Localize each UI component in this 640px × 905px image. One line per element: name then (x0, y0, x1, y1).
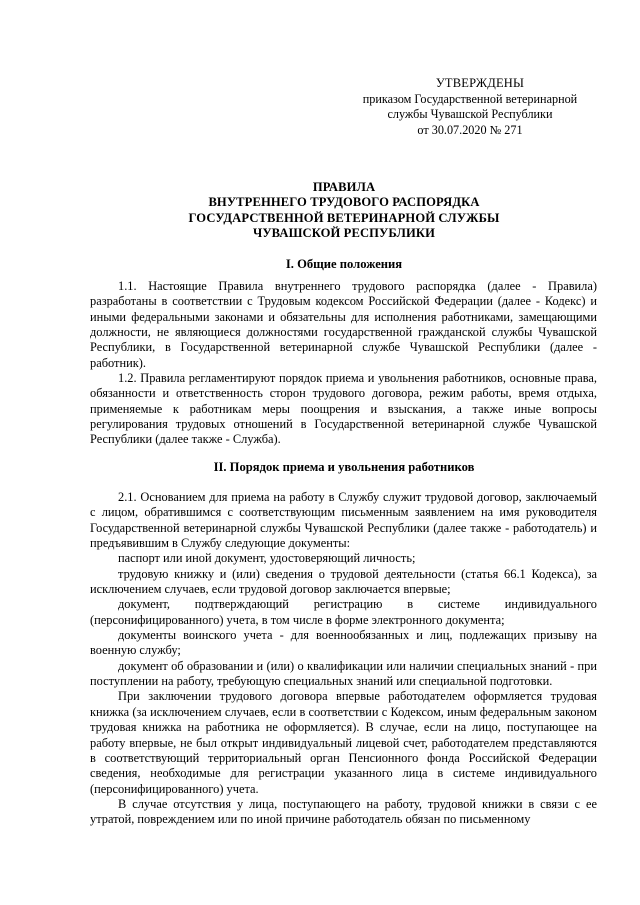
title-line: ЧУВАШСКОЙ РЕСПУБЛИКИ (252, 226, 435, 241)
paragraph: В случае отсутствия у лица, поступающего на работу, трудовой книжки в связи с ее утратой, повреждением или по иной причине работодатель обязан по письменному (90, 796, 597, 827)
section-heading: I. Общие положения (285, 257, 403, 271)
approval-line: службы Чувашской Республики (387, 107, 553, 121)
document-title (70, 180, 618, 242)
title-line: ПРАВИЛА (312, 180, 376, 194)
paragraph: документы воинского учета - для военнообязанных и лиц, подлежащих призыву на военную службу; (90, 628, 597, 658)
paragraph: документ об образовании и (или) о квалификации или наличии специальных знаний - при поступлении на работу, требующую специальных знаний или специальной подготовки. (90, 658, 597, 689)
approval-line: от 30.07.2020 № 271 (417, 122, 523, 137)
paragraph: При заключении трудового договора впервые работодателем оформляется трудовая книжка (за исключением случаев, если в соответствии с Кодексом, иным федеральным законом трудовая книжка на работника не оформляется). В случае, если на лицо, поступающее на работу впервые, не был открыт индивидуальный лицевой счет, работодателем представляются в соответствующий территориальный орган Пенсионного фонда Российской Федерации сведения, необходимые для регистрации указанного лица в системе индивидуального (персонифицированного) учета. (90, 689, 597, 796)
section-heading: II. Порядок приема и увольнения работников (213, 460, 475, 474)
paragraph: трудовую книжку и (или) сведения о трудовой деятельности (статья 66.1 Кодекса), за исключением случаев, если трудовой договор заключается впервые; (90, 566, 597, 597)
paragraph: документ, подтверждающий регистрацию в системе индивидуального (персонифицированного) учета, в том числе в форме электронного документа; (90, 597, 597, 627)
paragraph: 1.2. Правила регламентируют порядок приема и увольнения работников, основные права, обязанности и ответственность сторон трудового договора, режим работы, время отдыха, применяемые к работникам меры поощрения и взыскания, а также иные вопросы регулирования трудовых отношений в Государственной ветеринарной службе Чувашской Республики (далее также - Служба). (90, 371, 597, 447)
paragraph: паспорт или иной документ, удостоверяющий личность; (118, 551, 416, 566)
title-line: ВНУТРЕННЕГО ТРУДОВОГО РАСПОРЯДКА (208, 195, 480, 210)
approval-line: приказом Государственной ветеринарной (362, 91, 578, 106)
approval-stamp (330, 76, 610, 138)
section-body (90, 490, 597, 828)
paragraph: 2.1. Основанием для приема на работу в Службу служит трудовой договор, заключаемый с лицом, обратившимся с соответствующим письменным заявлением на имя руководителя Государственной ветеринарной службы Чувашской Республики (далее также - работодатель) и предъявившим в Службу следующие документы: (90, 490, 597, 551)
approval-heading: УТВЕРЖДЕНЫ (435, 76, 525, 90)
title-line: ГОСУДАРСТВЕННОЙ ВЕТЕРИНАРНОЙ СЛУЖБЫ (188, 210, 500, 225)
section-body (90, 267, 597, 448)
paragraph: 1.1. Настоящие Правила внутреннего трудового распорядка (далее - Правила) разработаны в соответствии с Трудовым кодексом Российской Федерации (далее - Кодекс) и иными федеральными законами и обязательны для исполнения работниками, замещающими должности, не являющиеся должностями государственной гражданской службы Чувашской Республики, в Государственной ветеринарной службе Чувашской Республики (далее - работник). (90, 279, 597, 370)
